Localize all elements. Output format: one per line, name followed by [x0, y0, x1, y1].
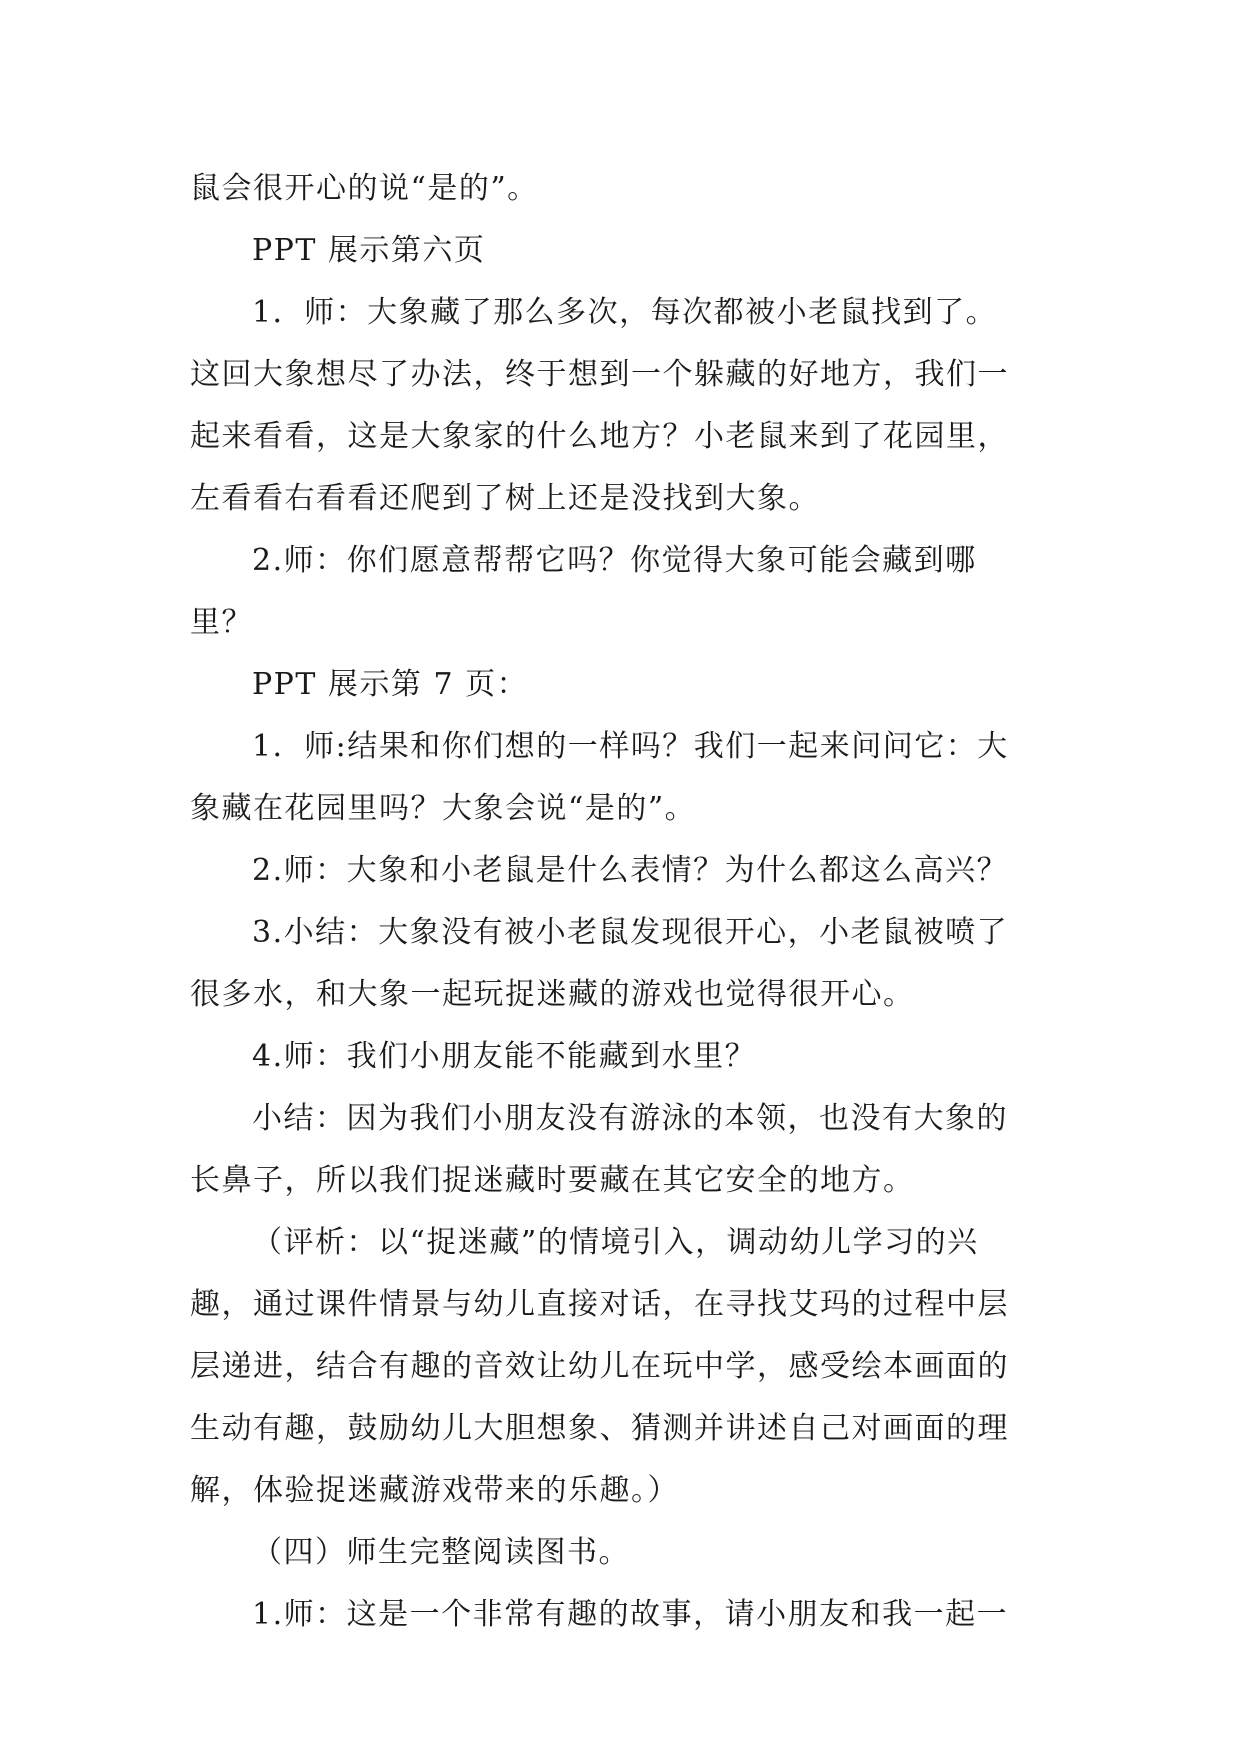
text-line: 鼠会很开心的说“是的”。: [190, 171, 539, 206]
text-line: 解，体验捉迷藏游戏带来的乐趣。）: [190, 1473, 679, 1508]
text-line: 这回大象想尽了办法，终于想到一个躲藏的好地方，我们一: [190, 357, 1009, 392]
text-line: 很多水，和大象一起玩捉迷藏的游戏也觉得很开心。: [190, 977, 915, 1012]
text-line: 长鼻子，所以我们捉迷藏时要藏在其它安全的地方。: [190, 1163, 915, 1198]
text-line: 层递进，结合有趣的音效让幼儿在玩中学，感受绘本画面的: [190, 1349, 1009, 1384]
text-line: PPT 展示第 7 页：: [252, 667, 529, 702]
text-line: 象藏在花园里吗？大象会说“是的”。: [190, 791, 697, 826]
document-body: [190, 158, 1062, 1646]
text-line: 小结：因为我们小朋友没有游泳的本领，也没有大象的: [252, 1101, 1008, 1136]
text-line: 1．师:结果和你们想的一样吗？我们一起来问问它：大: [252, 729, 1009, 764]
text-line: 2.师：大象和小老鼠是什么表情？为什么都这么高兴？: [252, 853, 1009, 888]
text-line: 4.师：我们小朋友能不能藏到水里？: [252, 1039, 757, 1074]
text-line: 生动有趣，鼓励幼儿大胆想象、猜测并讲述自己对画面的理: [190, 1411, 1009, 1446]
text-line: （四）师生完整阅读图书。: [252, 1535, 630, 1570]
text-line: 1．师：大象藏了那么多次，每次都被小老鼠找到了。: [252, 295, 998, 330]
text-line: 左看看右看看还爬到了树上还是没找到大象。: [190, 481, 820, 516]
text-line: 3.小结：大象没有被小老鼠发现很开心，小老鼠被喷了: [252, 915, 1009, 950]
text-line: 1.师：这是一个非常有趣的故事，请小朋友和我一起一: [252, 1597, 1009, 1632]
text-line: 2.师：你们愿意帮帮它吗？你觉得大象可能会藏到哪: [252, 543, 977, 578]
text-line: （评析：以“捉迷藏”的情境引入，调动幼儿学习的兴: [252, 1225, 979, 1260]
text-line: 里？: [190, 605, 253, 640]
text-line: 趣，通过课件情景与幼儿直接对话，在寻找艾玛的过程中层: [190, 1287, 1009, 1322]
text-line: 起来看看，这是大象家的什么地方？小老鼠来到了花园里，: [190, 419, 1009, 454]
text-line: PPT 展示第六页: [252, 233, 486, 268]
